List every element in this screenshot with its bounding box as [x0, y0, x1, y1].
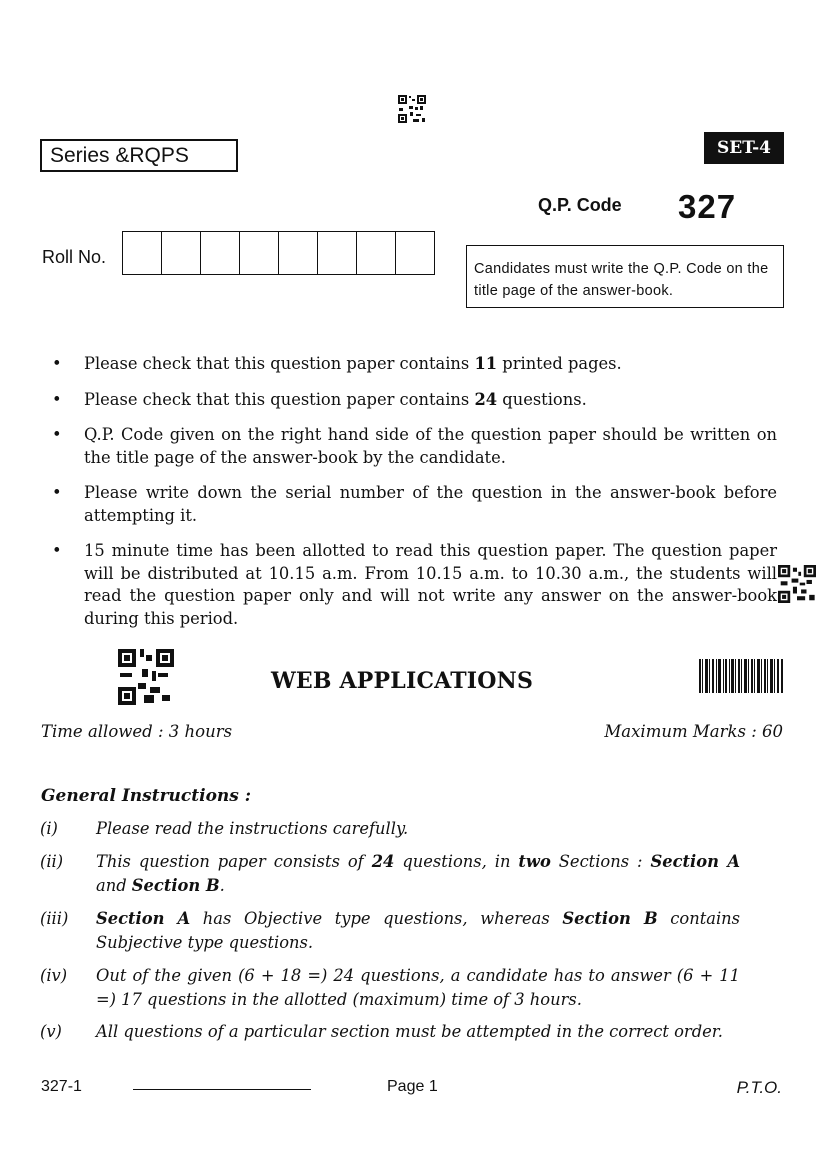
- candidate-checklist: [52, 353, 777, 630]
- instruction-number: (v): [40, 1022, 62, 1041]
- footer-pto: P.T.O.: [736, 1078, 782, 1097]
- instruction-number: (iv): [40, 966, 68, 985]
- roll-number-label: Roll No.: [42, 247, 107, 267]
- roll-number-box[interactable]: [123, 232, 162, 274]
- roll-number-box[interactable]: [240, 232, 279, 274]
- roll-number-box[interactable]: [357, 232, 396, 274]
- instruction-text: Please read the instructions carefully.: [96, 819, 409, 838]
- qp-code-value: 327: [678, 188, 737, 225]
- roll-number-box[interactable]: [201, 232, 240, 274]
- maximum-marks: Maximum Marks : 60: [604, 722, 783, 741]
- checklist-item: • Please check that this question paper contains 11 printed pages.: [52, 353, 777, 376]
- roll-number-boxes[interactable]: [122, 231, 435, 275]
- instruction-text: Section A has Objective type questions, whereas Section B contains Subjective type questions.: [96, 909, 740, 952]
- footer-paper-code: 327-1: [41, 1078, 82, 1095]
- series-label: Series &RQPS: [40, 139, 238, 172]
- barcode-icon: [699, 659, 783, 693]
- checklist-item: • 15 minute time has been allotted to read this question paper. The question paper will be distributed at 10.15 a.m. From 10.15 a.m. to 10.30 a.m., the students will read the question paper only and will not write any answer on the answer-book during this period.: [52, 540, 777, 630]
- checklist-item: • Please write down the serial number of the question in the answer-book before attempting it.: [52, 482, 777, 527]
- instruction-number: (i): [40, 819, 58, 838]
- qp-code-label: Q.P. Code: [538, 195, 622, 215]
- general-instructions-heading: General Instructions :: [41, 786, 252, 806]
- checklist-item: • Please check that this question paper contains 24 questions.: [52, 389, 777, 412]
- qr-code-icon: [118, 649, 174, 705]
- instruction-number: (iii): [40, 909, 69, 928]
- set-badge: SET-4: [704, 132, 784, 164]
- qr-code-icon: [398, 95, 426, 123]
- instruction-number: (ii): [40, 852, 64, 871]
- qp-code-notice: Candidates must write the Q.P. Code on the title page of the answer-book.: [466, 245, 784, 308]
- time-allowed: Time allowed : 3 hours: [41, 722, 233, 741]
- checklist-item: • Q.P. Code given on the right hand side of the question paper should be written on the title page of the answer-book by the candidate.: [52, 424, 777, 469]
- roll-number-box[interactable]: [162, 232, 201, 274]
- roll-number-box[interactable]: [396, 232, 434, 274]
- instruction-text: All questions of a particular section must be attempted in the correct order.: [96, 1022, 723, 1041]
- qr-code-icon: [778, 565, 816, 603]
- footer-divider: [133, 1089, 311, 1090]
- instruction-text: Out of the given (6 + 18 =) 24 questions, a candidate has to answer (6 + 11 =) 17 questions in the allotted (maximum) time of 3 hours.: [96, 966, 740, 1009]
- roll-number-box[interactable]: [279, 232, 318, 274]
- footer-page-number: Page 1: [387, 1078, 438, 1095]
- roll-number-box[interactable]: [318, 232, 357, 274]
- instruction-text: This question paper consists of 24 questions, in two Sections : Section A and Section B.: [96, 852, 741, 895]
- exam-title: WEB APPLICATIONS: [271, 668, 534, 694]
